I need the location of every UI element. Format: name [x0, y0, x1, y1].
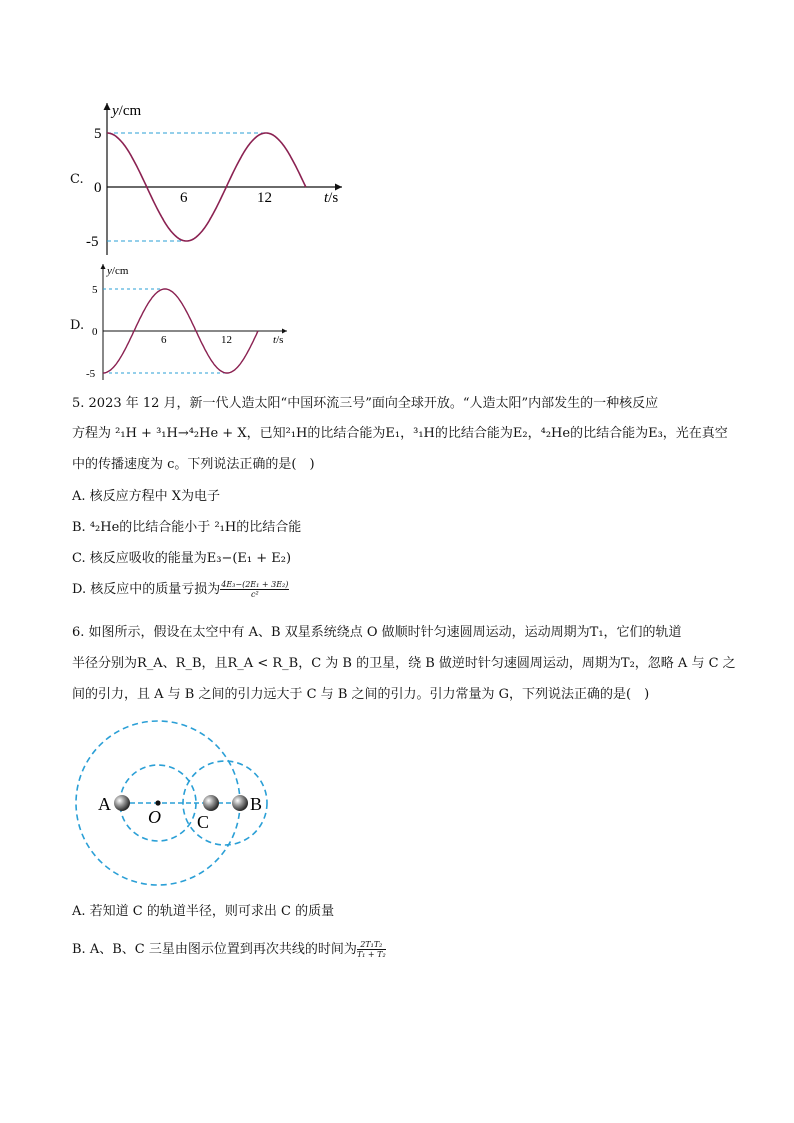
q5-option-a: A. 核反应方程中 X为电子 — [72, 489, 221, 504]
option-c-label: C. — [70, 172, 84, 187]
q5-option-d: D. 核反应中的质量亏损为 $\frac{\text{4E₃−(2E₁ + 3E₂)}}{\text{c²}}$ — [72, 580, 289, 599]
q5-line1: 5. 2023 年 12 月，新一代人造太阳“中国环流三号”面向全球开放。“人造太阳”内部发生的一种核反应 — [72, 396, 659, 411]
q5-reaction: ²₁H + ³₁H→⁴₂He + X — [115, 426, 247, 441]
graph-d-ymax: 5 — [92, 284, 98, 296]
q5-line2: 方程为 ²₁H + ³₁H→⁴₂He + X，已知²₁H的比结合能为E₁，³₁H的比结合能为E₂，⁴₂He的比结合能为E₃，光在真空 — [72, 426, 728, 441]
graph-d-tick-12: 12 — [221, 334, 232, 346]
label-b: B — [250, 794, 263, 814]
q5-option-c: C. 核反应吸收的能量为E₃−(E₁ + E₂) — [72, 551, 292, 566]
star-a — [114, 795, 130, 811]
graph-c-tick-12: 12 — [257, 190, 272, 206]
graph-c-zero: 0 — [94, 180, 102, 196]
graph-c — [80, 95, 360, 265]
orbit-diagram — [70, 715, 280, 890]
label-o: O — [148, 807, 161, 827]
q6-option-a: A. 若知道 C 的轨道半径，则可求出 C 的质量 — [72, 904, 335, 919]
label-a: A — [98, 794, 111, 814]
q5-line3: 中的传播速度为 c。下列说法正确的是( ) — [72, 457, 315, 472]
q6-option-b: B. A、B、C 三星由图示位置到再次共线的时间为 $\frac{\text{2T₁T₂}}{\text{T₁ + T₂}}$ — [72, 940, 386, 959]
graph-d-t-label: t/s — [273, 334, 284, 346]
graph-d-tick-6: 6 — [161, 334, 167, 346]
graph-c-y-label: y/cm — [112, 103, 142, 119]
graph-c-ymin: -5 — [86, 234, 99, 250]
graph-c-t-label: t/s — [324, 190, 339, 206]
label-c: C — [197, 812, 210, 832]
graph-d — [85, 258, 305, 383]
q5-option-d-fraction: $\frac{\text{4E₃−(2E₁ + 3E₂)}}{\text{c²}}$ — [221, 580, 289, 599]
star-c — [203, 795, 219, 811]
q6-option-b-fraction: $\frac{\text{2T₁T₂}}{\text{T₁ + T₂}}$ — [356, 940, 386, 959]
star-b — [232, 795, 248, 811]
graph-d-ymin: -5 — [86, 368, 96, 380]
q6-line2: 半径分别为R_A、R_B，且R_A < R_B，C 为 B 的卫星，绕 B 做逆时针匀速圆周运动，周期为T₂，忽略 A 与 C 之 — [72, 656, 736, 671]
graph-c-tick-6: 6 — [180, 190, 188, 206]
graph-d-zero: 0 — [92, 326, 98, 338]
q6-line1: 6. 如图所示，假设在太空中有 A、B 双星系统绕点 O 做顺时针匀速圆周运动，运动周期为T₁，它们的轨道 — [72, 625, 682, 640]
q5-option-b: B. ⁴₂He的比结合能小于 ²₁H的比结合能 — [72, 520, 302, 535]
graph-d-y-label: y/cm — [107, 265, 129, 277]
center-o-dot — [155, 800, 160, 805]
q6-line3: 间的引力，且 A 与 B 之间的引力远大于 C 与 B 之间的引力。引力常量为 G，下列说法正确的是( ) — [72, 687, 650, 702]
option-d-label: D. — [70, 318, 85, 333]
graph-c-ymax: 5 — [94, 126, 102, 142]
